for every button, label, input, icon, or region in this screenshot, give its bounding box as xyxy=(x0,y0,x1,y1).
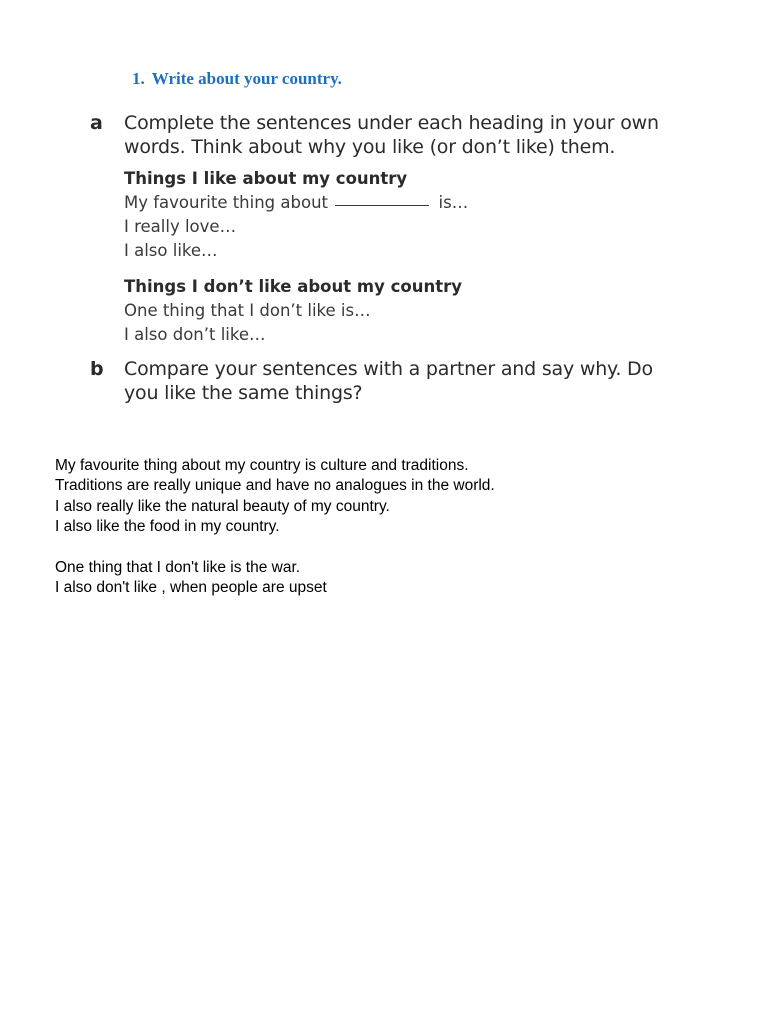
task-b-instruction: Compare your sentences with a partner and say why. Do you like the same things? xyxy=(124,358,653,404)
dislikes-line-1: One thing that I don’t like is… xyxy=(124,301,371,320)
exercise-heading xyxy=(132,69,342,89)
dislikes-title: Things I don’t like about my country xyxy=(124,277,462,296)
answer-line: Traditions are really unique and have no analogues in the world. xyxy=(55,477,495,495)
exercise-image xyxy=(90,111,690,405)
heading-text: Write about your country. xyxy=(151,69,342,88)
task-b-letter: b xyxy=(90,358,104,380)
likes-line-1-before: My favourite thing about xyxy=(124,193,329,212)
likes-line-2: I really love… xyxy=(124,217,237,236)
task-b xyxy=(90,357,690,405)
likes-line-1-after: is… xyxy=(438,193,469,212)
answer-line: One thing that I don't like is the war. xyxy=(55,559,301,577)
answer-line: I also don't like , when people are upset xyxy=(55,579,327,597)
task-a-letter: a xyxy=(90,112,103,134)
answer-text xyxy=(55,456,495,599)
likes-line-3: I also like… xyxy=(124,241,218,260)
likes-title: Things I like about my country xyxy=(124,169,408,188)
fill-in-blank xyxy=(335,204,429,206)
task-a xyxy=(90,111,690,159)
answer-line: My favourite thing about my country is culture and traditions. xyxy=(55,457,469,474)
answer-line: I also like the food in my country. xyxy=(55,518,280,536)
dislikes-line-2: I also don’t like… xyxy=(124,325,266,344)
answer-line: I also really like the natural beauty of my country. xyxy=(55,497,390,515)
heading-number: 1. xyxy=(132,69,145,88)
likes-line-1 xyxy=(124,191,690,215)
paragraph-gap xyxy=(55,538,495,558)
likes-section xyxy=(90,167,690,263)
task-a-instruction: Complete the sentences under each heading in your own words. Think about why you like (or don’t like) them. xyxy=(124,112,659,158)
dislikes-section xyxy=(90,275,690,347)
